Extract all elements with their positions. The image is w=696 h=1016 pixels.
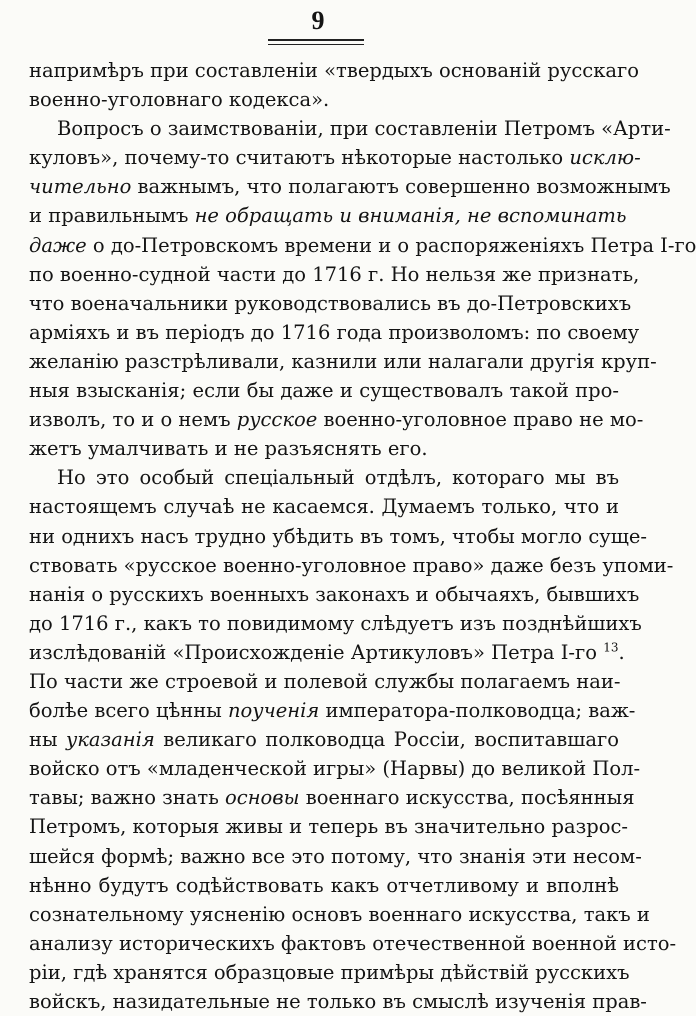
text-line: настоящемъ случаѣ не касаемся. Думаемъ только, что и	[29, 495, 619, 519]
italic-phrase: поученія	[227, 699, 320, 723]
text-line: даже о до-Петровскомъ времени и о распоряженіяхъ Петра I-го	[29, 233, 696, 257]
text-line: по военно-судной части до 1716 г. Но нельзя же признать,	[29, 262, 640, 286]
text-line: что военачальники руководствовались въ до-Петровскихъ	[29, 291, 632, 315]
text-line: войскъ, назидательные не только въ смыслѣ изученія прав-	[29, 990, 647, 1013]
text-line: Но это особый спеціальный отдѣлъ, котораго мы въ	[57, 466, 619, 490]
text-line: ныя взысканія; если бы даже и существовалъ такой про-	[29, 379, 619, 403]
text-line: нѣнно будутъ содѣйствовать какъ отчетливому и вполнѣ	[29, 873, 619, 897]
text-line: жетъ умалчивать и не разъяснять его.	[29, 437, 428, 461]
text-line: анализу историческихъ фактовъ отечественной военной исто-	[29, 931, 677, 955]
text-line: ствовать «русское военно-уголовное право» даже безъ упоми-	[29, 553, 674, 577]
text-line: ны указанія великаго полководца Россіи, воспитавшаго	[29, 728, 620, 752]
text-line: чительно важнымъ, что полагаютъ совершенно возможнымъ	[29, 175, 671, 199]
text-line: тавы; важно знать основы военнаго искусства, посѣянныя	[29, 786, 635, 810]
text-line: желанію разстрѣливали, казнили или налагали другія круп-	[29, 349, 657, 373]
text-line: сознательному уясненію основъ военнаго искусства, такъ и	[29, 902, 650, 926]
italic-phrase: не обращать и вниманія, не вспоминать	[194, 204, 627, 228]
page-header	[0, 6, 636, 46]
italic-phrase: чительно	[29, 175, 132, 199]
text-line: и правильнымъ не обращать и вниманія, не вспоминать	[29, 204, 627, 228]
text-line: ріи, гдѣ хранятся образцовые примѣры дѣйствій русскихъ	[29, 960, 630, 984]
italic-phrase: указанія	[65, 728, 155, 752]
italic-phrase: основы	[225, 786, 300, 810]
text-line: Петромъ, которыя живы и теперь въ значительно разрос-	[29, 815, 628, 839]
text-line: войско отъ «младенческой игры» (Нарвы) до великой Пол-	[29, 757, 641, 781]
body-text	[29, 56, 696, 1016]
text-line: ни однихъ насъ трудно убѣдить въ томъ, чтобы могло суще-	[29, 524, 648, 548]
text-line: болѣе всего цѣнны поученія императора-полководца; важ-	[29, 699, 636, 723]
text-line: изволъ, то и о немъ русское военно-уголовное право не мо-	[29, 408, 644, 432]
text-line: куловъ», почему-то считаютъ нѣкоторые настолько исклю-	[29, 146, 641, 170]
text-line: до 1716 г., какъ то повидимому слѣдуетъ изъ позднѣйшихъ	[29, 611, 642, 635]
italic-phrase: исклю-	[569, 146, 641, 170]
text-line: изслѣдованій «Происхожденіе Артикуловъ» Петра I-го $^{13}$.	[29, 640, 625, 664]
text-line: Вопросъ о заимствованіи, при составленіи Петромъ «Арти-	[57, 117, 671, 141]
text-line: напримѣръ при составленіи «твердыхъ основаній русскаго	[29, 59, 639, 82]
header-rule-thick	[268, 39, 364, 41]
footnote-ref: 13	[603, 640, 619, 655]
italic-phrase: русское	[236, 408, 318, 432]
page-number: 9	[311, 6, 325, 35]
text-line: шейся формѣ; важно все это потому, что знанія эти несом-	[29, 844, 642, 868]
text-line: военно-уголовнаго кодекса».	[29, 88, 330, 112]
text-line: арміяхъ и въ періодъ до 1716 года произволомъ: по своему	[29, 320, 640, 344]
header-rule-thin	[268, 44, 364, 45]
italic-phrase: даже	[29, 233, 87, 257]
text-line: По части же строевой и полевой службы полагаемъ наи-	[29, 669, 621, 693]
text-line: нанія о русскихъ военныхъ законахъ и обычаяхъ, бывшихъ	[29, 582, 640, 606]
